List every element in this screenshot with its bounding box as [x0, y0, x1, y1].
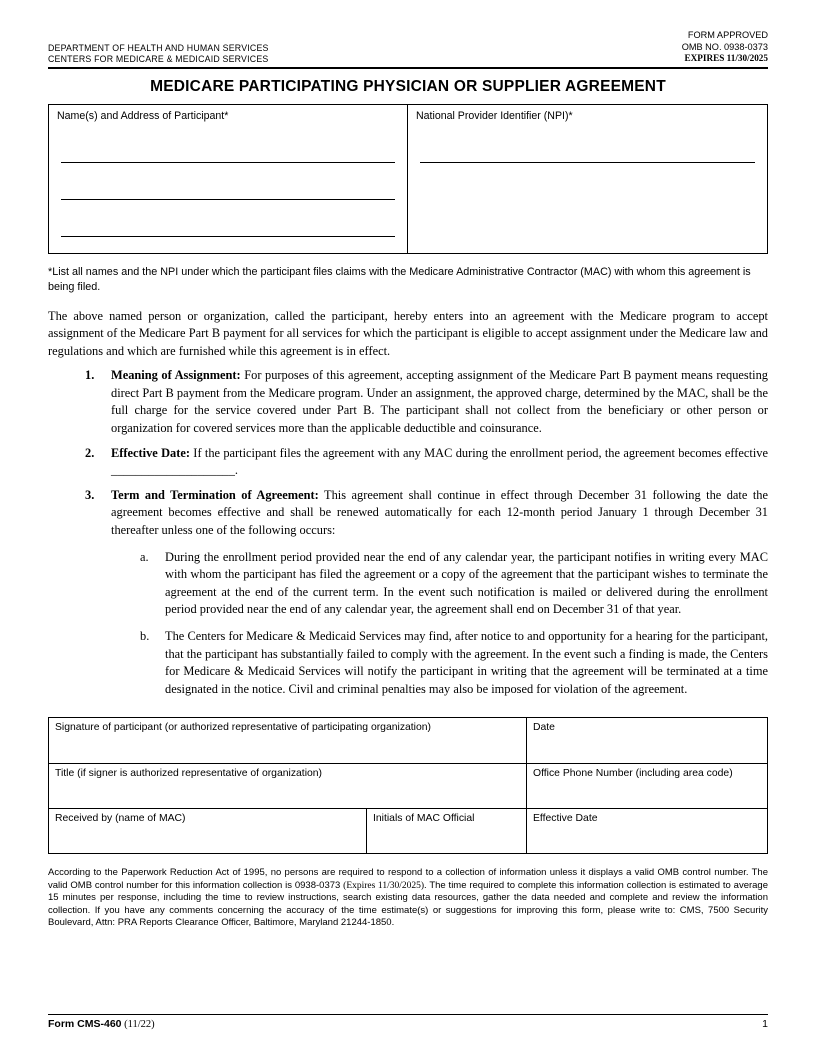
termination-subitem-a [48, 549, 768, 619]
page-number: 1 [762, 1018, 768, 1030]
title-cell[interactable] [49, 764, 526, 808]
received-by-label: Received by (name of MAC) [55, 813, 186, 825]
participant-info-table [48, 104, 768, 254]
initials-label: Initials of MAC Official [373, 813, 475, 825]
title-label: Title (if signer is authorized representative of organization) [55, 768, 323, 780]
form-title: MEDICARE PARTICIPATING PHYSICIAN OR SUPPLIER AGREEMENT [150, 77, 666, 95]
item-3-heading: Term and Termination of Agreement: [111, 487, 319, 502]
form-number-text: Form CMS-460 [48, 1018, 122, 1030]
item-3-number: 3. [85, 487, 95, 502]
item-1-body: For purposes of this agreement, accepting assignment of the Medicare Part B payment means requesting direct Part B payment from the Medicare program. Under an assignment, the approved charge, determined by the MAC, shall be the full charge for the service covered under Part B. The participant shall not collect from the beneficiary or other person or organization for covered services more than the applicable deductible and coinsurance. [111, 368, 768, 436]
initials-cell[interactable] [366, 809, 526, 853]
subitem-b-letter: b. [140, 629, 150, 643]
expires-date: EXPIRES 11/30/2025 [684, 53, 768, 63]
form-header [48, 30, 768, 69]
participant-name-address-cell [49, 105, 408, 253]
effective-date-label: Effective Date [533, 813, 598, 825]
item-2-heading: Effective Date: [111, 445, 190, 460]
item-1-text [111, 367, 768, 437]
item-2-number: 2. [85, 445, 95, 460]
date-label: Date [533, 722, 555, 734]
pra-text-1: According to the Paperwork Reduction Act of 1995, no persons are required to respond to a collection of information unless it displays a valid OMB control number. The valid OMB control number for this information collection is 0938-0373 [48, 867, 768, 891]
pra-text-2: . The time required to complete this information collection is estimated to average 15 minutes per response, including the time to review instructions, search existing data resources, gather the data needed and complete and review the information collection. If you have any comments concerning the accuracy of the time estimate(s) or suggestions for improving this form, please write to: CMS, 7500 Security Boulevard, Attn: PRA Reports Clearance Officer, Baltimore, Maryland 21244-1850. [48, 879, 768, 928]
participant-name-line-3[interactable] [61, 236, 395, 237]
agency-line-1: DEPARTMENT OF HEALTH AND HUMAN SERVICES [48, 42, 269, 53]
npi-label: National Provider Identifier (NPI)* [416, 109, 573, 122]
agency-line-2: CENTERS FOR MEDICARE & MEDICAID SERVICES [48, 53, 269, 64]
item-3-body: This agreement shall continue in effect through December 31 following the date the agreement becomes effective and shall be renewed automatically for each 12-month period January 1 through December 31 thereafter unless one of the following occurs: [111, 487, 768, 538]
agreement-intro: The above named person or organization, called the participant, hereby enters into an agreement with the Medicare program to accept assignment of the Medicare Part B payment for all services for which the participant is eligible to accept assignment under the Medicare law and regulations and which are furnished while this agreement is in effect. [48, 308, 768, 358]
form-footer [48, 1014, 768, 1030]
participant-name-address-label: Name(s) and Address of Participant* [57, 109, 229, 122]
phone-label: Office Phone Number (including area code) [533, 768, 733, 780]
form-approved-block [682, 30, 768, 65]
npi-line[interactable] [420, 162, 755, 163]
signature-cell[interactable] [49, 718, 526, 763]
date-cell[interactable] [526, 718, 767, 763]
subitem-b-text: The Centers for Medicare & Medicaid Services may find, after notice to and opportunity for a hearing for the participant, that the participant has substantially failed to comply with the agreement. In the event such a finding is made, the Centers for Medicare & Medicaid Services will notify the participant in writing that the agreement will be terminated at a time designated in the notice. Civil and criminal penalties may also be imposed for violation of the agreement. [165, 629, 768, 696]
signature-row [49, 718, 767, 763]
received-row [49, 808, 767, 853]
item-3-text [111, 487, 768, 540]
participant-name-line-2[interactable] [61, 199, 395, 200]
item-1-heading: Meaning of Assignment: [111, 368, 241, 383]
agreement-item-1 [48, 367, 768, 437]
paperwork-reduction-notice [48, 867, 768, 929]
title-row [49, 763, 767, 808]
item-1-number: 1. [85, 368, 95, 383]
item-2-text [111, 445, 768, 480]
agreement-item-2 [48, 445, 768, 480]
signature-table [48, 717, 768, 854]
agency-name-block [48, 43, 269, 65]
form-number [48, 1018, 155, 1030]
pra-expires: (Expires 11/30/2025) [343, 880, 425, 891]
participant-name-line-1[interactable] [61, 162, 395, 163]
form-approved-label: FORM APPROVED [687, 30, 768, 40]
signature-label: Signature of participant (or authorized representative of participating organization) [55, 722, 432, 734]
omb-number: OMB NO. 0938-0373 [681, 41, 768, 52]
subitem-a-letter: a. [140, 549, 149, 564]
termination-subitem-b [48, 628, 768, 698]
item-2-body: If the participant files the agreement with any MAC during the enrollment period, the agreement becomes effective ____________________. [111, 445, 768, 478]
effective-date-cell[interactable] [526, 809, 767, 853]
agreement-item-3 [48, 487, 768, 540]
npi-cell [408, 105, 767, 253]
form-revision: (11/22) [121, 1019, 155, 1030]
phone-cell[interactable] [526, 764, 767, 808]
received-by-cell[interactable] [49, 809, 366, 853]
npi-footnote: *List all names and the NPI under which the participant files claims with the Medicare Administrative Contractor (MAC) with whom this agreement is being filed. [48, 265, 751, 293]
subitem-a-text: During the enrollment period provided near the end of any calendar year, the participant notifies in writing every MAC with whom the participant has filed the agreement or a copy of the agreement that the participant wishes to terminate the agreement at the end of the current term. In the event such notification is mailed or delivered during the enrollment period provided near the end of any calendar year, the agreement shall end on December 31 of that year. [165, 549, 768, 617]
